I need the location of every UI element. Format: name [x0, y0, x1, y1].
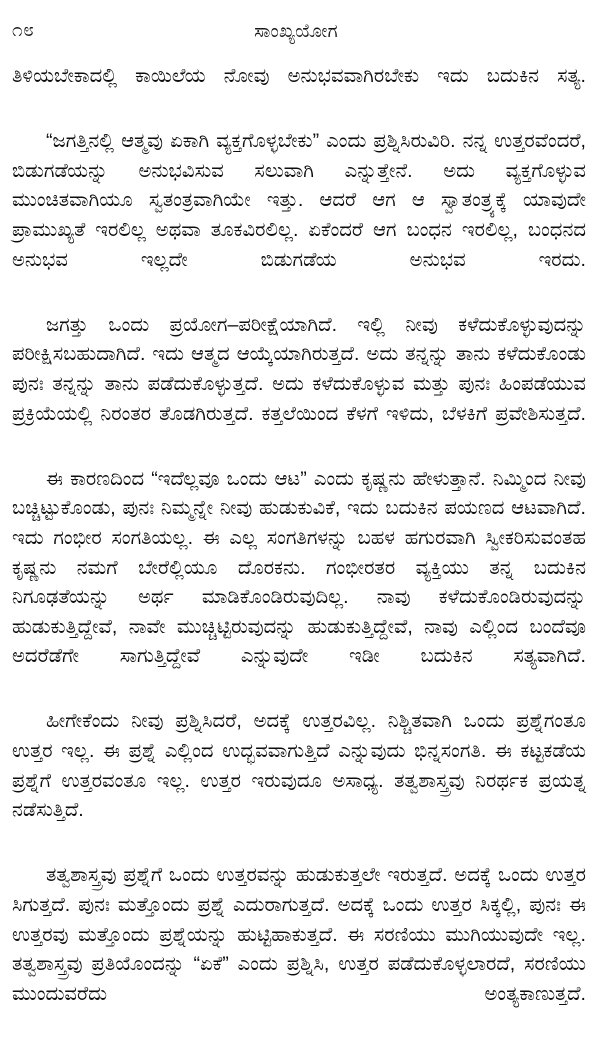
paragraph-6: ತತ್ವಶಾಸ್ತ್ರವು ಪ್ರಶ್ನೆಗೆ ಒಂದು ಉತ್ತರವನ್ನು ಹುಡುಕುತ್ತಲೇ ಇರುತ್ತದೆ. ಅದಕ್ಕೆ ಒಂದು ಉತ್ತರ ಸಿಗುತ್ತದೆ. ಪುನಃ ಮತ್ತೊಂದು ಪ್ರಶ್ನೆ ಎದುರಾಗುತ್ತದೆ. ಅದಕ್ಕೆ ಒಂದು ಉತ್ತರ ಸಿಕ್ಕಲ್ಲಿ, ಪುನಃ ಈ ಉತ್ತರವು ಮತ್ತೊಂದು ಪ್ರಶ್ನೆಯನ್ನು ಹುಟ್ಟಿಹಾಕುತ್ತದೆ. ಈ ಸರಣಿಯು ಮುಗಿಯುವುದೇ ಇಲ್ಲ. ತತ್ವಶಾಸ್ತ್ರವು ಪ್ರತಿಯೊಂದನ್ನು “ಏಕೆ” ಎಂದು ಪ್ರಶ್ನಿಸಿ, ಉತ್ತರ ಪಡೆದುಕೊಳ್ಳಲಾರದೆ, ಸರಣಿಯು ಮುಂದುವರೆದು ಅಂತ್ಯಕಾಣುತ್ತದೆ.	[12, 864, 586, 1005]
page-number: ೧೮	[12, 20, 35, 41]
book-page	[0, 18, 600, 1047]
paragraph-4: ಈ ಕಾರಣದಿಂದ “ಇದೆಲ್ಲವೂ ಒಂದು ಆಟ” ಎಂದು ಕೃಷ್ಣನು ಹೇಳುತ್ತಾನೆ. ನಿಮ್ಮಿಂದ ನೀವು ಬಚ್ಚಿಟ್ಟುಕೊಂಡು, ಪುನಃ ನಿಮ್ಮನ್ನೇ ನೀವು ಹುಡುಕುವಿಕೆ, ಇದು ಬದುಕಿನ ಪಯಣದ ಆಟವಾಗಿದೆ. ಇದು ಗಂಭೀರ ಸಂಗತಿಯಲ್ಲ. ಈ ಎಲ್ಲ ಸಂಗತಿಗಳನ್ನು ಬಹಳ ಹಗುರವಾಗಿ ಸ್ವೀಕರಿಸುವಂತಹ ಕೃಷ್ಣನು ನಮಗೆ ಬೇರೆಲ್ಲಿಯೂ ದೊರಕನು. ಗಂಭೀರತರ ವ್ಯಕ್ತಿಯು ತನ್ನ ಬದುಕಿನ ನಿಗೂಢತೆಯನ್ನು ಅರ್ಥ ಮಾಡಿಕೊಂಡಿರುವುದಿಲ್ಲ. ನಾವು ಕಳೆದುಕೊಂಡಿರುವುದನ್ನು ಹುಡುಕುತ್ತಿದ್ದೇವೆ, ನಾವೇ ಮುಚ್ಚಿಟ್ಟಿರುವುದನ್ನು ಹುಡುಕುತ್ತಿದ್ದೇವೆ, ನಾವು ಎಲ್ಲಿಂದ ಬಂದೆವೂ ಅದರೆಡೆಗೇ ಸಾಗುತ್ತಿದ್ದೇವೆ ಎನ್ನುವುದೇ ಇಡೀ ಬದುಕಿನ ಸತ್ಯವಾಗಿದೆ.	[12, 467, 586, 668]
body-text-column	[12, 62, 586, 1039]
running-head	[12, 18, 586, 62]
chapter-running-title: ಸಾಂಖ್ಯಯೋಗ	[254, 20, 338, 41]
paragraph-2: “ಜಗತ್ತಿನಲ್ಲಿ ಆತ್ಮವು ಏಕಾಗಿ ವ್ಯಕ್ತಗೊಳ್ಳಬೇಕು” ಎಂದು ಪ್ರಶ್ನಿಸಿರುವಿರಿ. ನನ್ನ ಉತ್ತರವೆಂದರೆ, ಬಿಡುಗಡೆಯನ್ನು ಅನುಭವಿಸುವ ಸಲುವಾಗಿ ಎನ್ನುತ್ತೇನೆ. ಅದು ವ್ಯಕ್ತಗೊಳ್ಳುವ ಮುಂಚಿತವಾಗಿಯೂ ಸ್ವತಂತ್ರವಾಗಿಯೇ ಇತ್ತು. ಆದರೆ ಆಗ ಆ ಸ್ವಾತಂತ್ರ್ಯಕ್ಕೆ ಯಾವುದೇ ಪ್ರಾಮುಖ್ಯತೆ ಇರಲಿಲ್ಲ ಅಥವಾ ತೂಕವಿರಲಿಲ್ಲ. ಏಕೆಂದರೆ ಆಗ ಬಂಧನ ಇರಲಿಲ್ಲ, ಬಂಧನದ ಅನುಭವ ಇಲ್ಲದೇ ಬಿಡುಗಡೆಯ ಅನುಭವ ಇರದು.	[12, 130, 587, 271]
paragraph-3: ಜಗತ್ತು ಒಂದು ಪ್ರಯೋಗ–ಪರೀಕ್ಷೆಯಾಗಿದೆ. ಇಲ್ಲಿ ನೀವು ಕಳೆದುಕೊಳ್ಳುವುದನ್ನು ಪರೀಕ್ಷಿಸಬಹುದಾಗಿದೆ. ಇದು ಆತ್ಮದ ಆಯ್ಕೆಯಾಗಿರುತ್ತದೆ. ಅದು ತನ್ನನ್ನು ತಾನು ಕಳೆದುಕೊಂಡು ಪುನಃ ತನ್ನನ್ನು ತಾನು ಪಡೆದುಕೊಳ್ಳುತ್ತದೆ. ಅದು ಕಳೆದುಕೊಳ್ಳುವ ಮತ್ತು ಪುನಃ ಹಿಂಪಡೆಯುವ ಪ್ರಕ್ರಿಯೆಯಲ್ಲಿ ನಿರಂತರ ತೊಡಗಿರುತ್ತದೆ. ಕತ್ತಲೆಯಿಂದ ಕೆಳಗೆ ಇಳಿದು, ಬೆಳಕಿಗೆ ಪ್ರವೇಶಿಸುತ್ತದೆ.	[12, 313, 586, 425]
paragraph-continued: ತಿಳಿಯಬೇಕಾದಲ್ಲಿ ಕಾಯಿಲೆಯ ನೋವು ಅನುಭವವಾಗಿರಬೇಕು ಇದು ಬದುಕಿನ ಸತ್ಯ.	[12, 65, 586, 87]
paragraph-5: ಹೀಗೇಕೆಂದು ನೀವು ಪ್ರಶ್ನಿಸಿದರೆ, ಅದಕ್ಕೆ ಉತ್ತರವಿಲ್ಲ. ನಿಶ್ಚಿತವಾಗಿ ಒಂದು ಪ್ರಶ್ನೆಗಂತೂ ಉತ್ತರ ಇಲ್ಲ. ಈ ಪ್ರಶ್ನೆ ಎಲ್ಲಿಂದ ಉದ್ಭವವಾಗುತ್ತಿದೆ ಎನ್ನುವುದು ಭಿನ್ನಸಂಗತಿ. ಈ ಕಟ್ಟಕಡೆಯ ಪ್ರಶ್ನೆಗೆ ಉತ್ತರವಂತೂ ಇಲ್ಲ. ಉತ್ತರ ಇರುವುದೂ ಅಸಾಧ್ಯ. ತತ್ವಶಾಸ್ತ್ರವು ನಿರರ್ಥಕ ಪ್ರಯತ್ನ ನಡೆಸುತ್ತಿದೆ.	[12, 710, 586, 822]
